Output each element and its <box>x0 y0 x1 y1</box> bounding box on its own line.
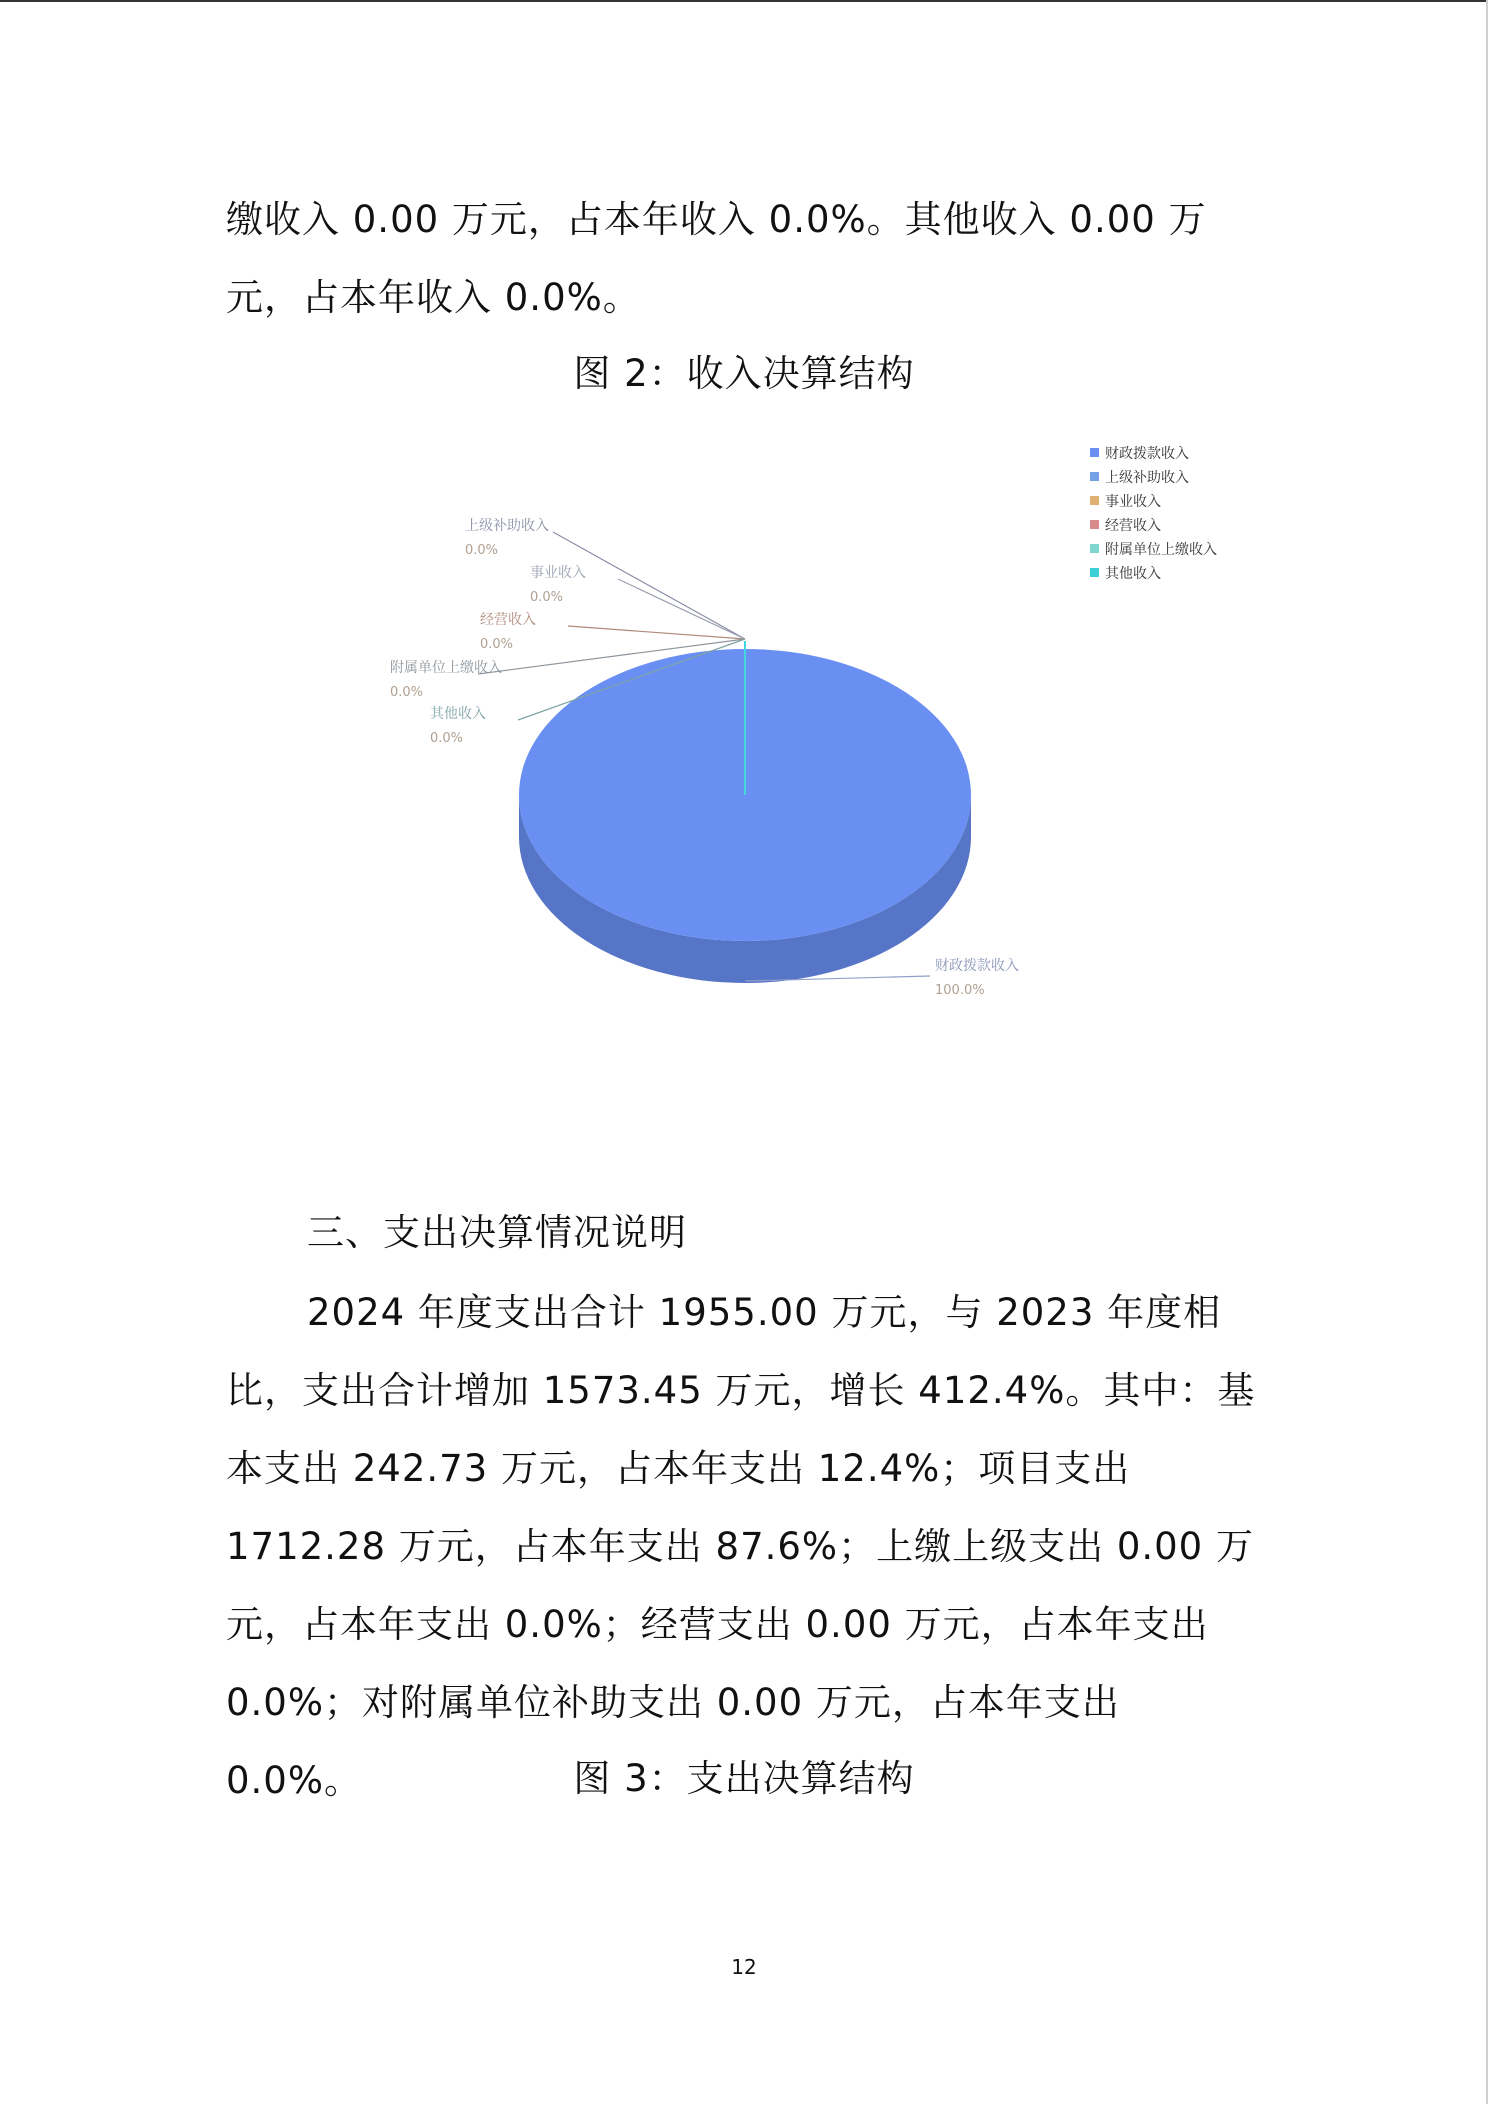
callout-value-5: 0.0% <box>390 685 424 700</box>
callout-line-4 <box>568 626 745 639</box>
page-number: 12 <box>731 1955 757 1979</box>
callout-value-1: 100.0% <box>935 983 985 998</box>
callout-label-4: 经营收入 <box>480 612 536 628</box>
legend-label-4: 经营收入 <box>1105 518 1161 534</box>
legend-swatch-3 <box>1090 496 1099 505</box>
callout-value-4: 0.0% <box>480 637 514 652</box>
callout-value-2: 0.0% <box>465 543 499 558</box>
paragraph-expenditure: 2024 年度支出合计 1955.00 万元，与 2023 年度相比，支出合计增加 1573.45 万元，增长 412.4%。其中：基本支出 242.73 万元，占本年支出 12.4%；项目支出 1712.28 万元，占本年支出 87.6%；上缴上级支出 0.00 万元，占本年支出 0.0%；经营支出 0.00 万元，占本年支出 0.0%；对附属单位补助支出 0.00 万元，占本年支出 0.0%。 <box>226 1291 1256 1802</box>
pie-layer <box>519 641 971 983</box>
callout-label-6: 其他收入 <box>430 706 486 722</box>
callout-label-1: 财政拨款收入 <box>935 958 1019 974</box>
legend-label-5: 附属单位上缴收入 <box>1105 542 1217 558</box>
top-border <box>0 0 1488 2</box>
callout-label-5: 附属单位上缴收入 <box>390 660 502 676</box>
legend-swatch-6 <box>1090 568 1099 577</box>
legend-swatch-2 <box>1090 472 1099 481</box>
callout-label-2: 上级补助收入 <box>465 518 549 534</box>
legend-label-2: 上级补助收入 <box>1105 470 1189 486</box>
income-structure-pie-chart <box>360 430 1260 1050</box>
figure-3-caption: 图 3：支出决算结构 <box>573 1757 915 1800</box>
section-3-heading: 三、支出决算情况说明 <box>307 1211 687 1254</box>
callout-value-6: 0.0% <box>430 731 464 746</box>
legend-layer <box>1090 445 1217 582</box>
legend-swatch-4 <box>1090 520 1099 529</box>
legend-label-6: 其他收入 <box>1105 566 1161 582</box>
legend-label-3: 事业收入 <box>1105 494 1161 510</box>
paragraph-income-tail: 缴收入 0.00 万元，占本年收入 0.0%。其他收入 0.00 万元，占本年收入 0.0%。 <box>226 198 1207 319</box>
legend-swatch-5 <box>1090 544 1099 553</box>
callout-line-2 <box>553 532 745 639</box>
callout-label-3: 事业收入 <box>530 565 586 581</box>
figure-2-caption: 图 2：收入决算结构 <box>573 352 915 395</box>
legend-label-1: 财政拨款收入 <box>1105 446 1189 462</box>
legend-swatch-1 <box>1090 448 1099 457</box>
callout-value-3: 0.0% <box>530 590 564 605</box>
callout-line-3 <box>618 579 745 639</box>
